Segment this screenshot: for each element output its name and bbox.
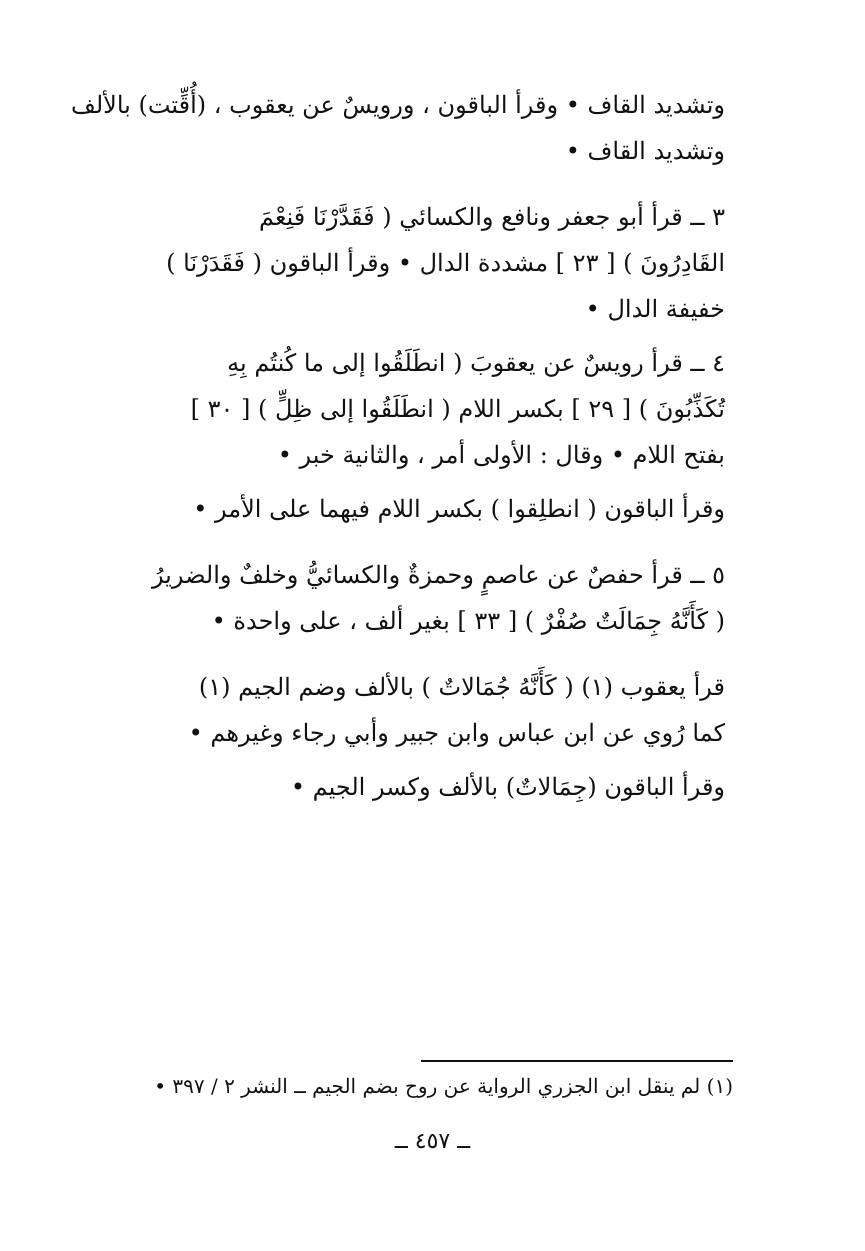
text-line: ٥ ــ قرأ حفصٌ عن عاصمٍ وحمزةٌ والكسائيُّ وخلفٌ والضريرُ <box>151 561 725 589</box>
text-line: ( كَأَنَّهُ جِمَالَتٌ صُفْرٌ ) [ ٣٣ ] بغير ألف ، على واحدة • <box>211 607 725 635</box>
text-line: خفيفة الدال • <box>585 295 725 323</box>
text-line: ٣ ــ قرأ أبو جعفر ونافع والكسائي ( فَقَدَّرْنَا فَنِعْمَ <box>258 203 725 231</box>
text-line: بفتح اللام • وقال : الأولى أمر ، والثانية خبر • <box>277 441 725 469</box>
paragraph-item-4-remainder <box>85 486 725 532</box>
text-line: وقرأ الباقون ( انطلِقوا ) بكسر اللام فيهما على الأمر • <box>193 495 725 523</box>
text-line: القَادِرُونَ ) [ ٢٣ ] مشددة الدال • وقرأ الباقون ( فَقَدَرْنَا ) <box>166 249 725 277</box>
paragraph-item-3 <box>85 194 725 332</box>
paragraph-item-5 <box>85 552 725 644</box>
paragraph-item-5-yaqub <box>85 664 725 756</box>
footnote: (١) لم ينقل ابن الجزري الرواية عن روح بضم الجيم ــ النشر ٢ / ٣٩٧ • <box>154 1074 733 1098</box>
footnote-divider <box>421 1060 733 1062</box>
text-line: وقرأ الباقون (جِمَالاتٌ) بالألف وكسر الجيم • <box>290 773 725 801</box>
page-number: ــ ٤٥٧ ــ <box>394 1129 471 1154</box>
text-line: كما رُوي عن ابن عباس وابن جبير وأبي رجاء وغيرهم • <box>188 719 725 747</box>
paragraph-item-5-remainder <box>85 764 725 810</box>
text-line: وتشديد القاف • <box>565 137 725 165</box>
text-line: ٤ ــ قرأ رويسٌ عن يعقوبَ ( انطَلَقُوا إلى ما كُنتُم بِهِ <box>227 349 725 377</box>
text-line: تُكَذِّبُونَ ) [ ٢٩ ] بكسر اللام ( انطَلَقُوا إلى ظِلٍّ ) [ ٣٠ ] <box>190 395 725 423</box>
paragraph-item-4 <box>85 340 725 478</box>
paragraph-intro-continuation <box>71 82 725 174</box>
text-line: قرأ يعقوب (١) ( كَأَنَّهُ جُمَالاتٌ ) بالألف وضم الجيم (١) <box>198 673 725 701</box>
text-line: وتشديد القاف • وقرأ الباقون ، ورويسٌ عن يعقوب ، (أُقِّتت) بالألف <box>71 91 725 119</box>
